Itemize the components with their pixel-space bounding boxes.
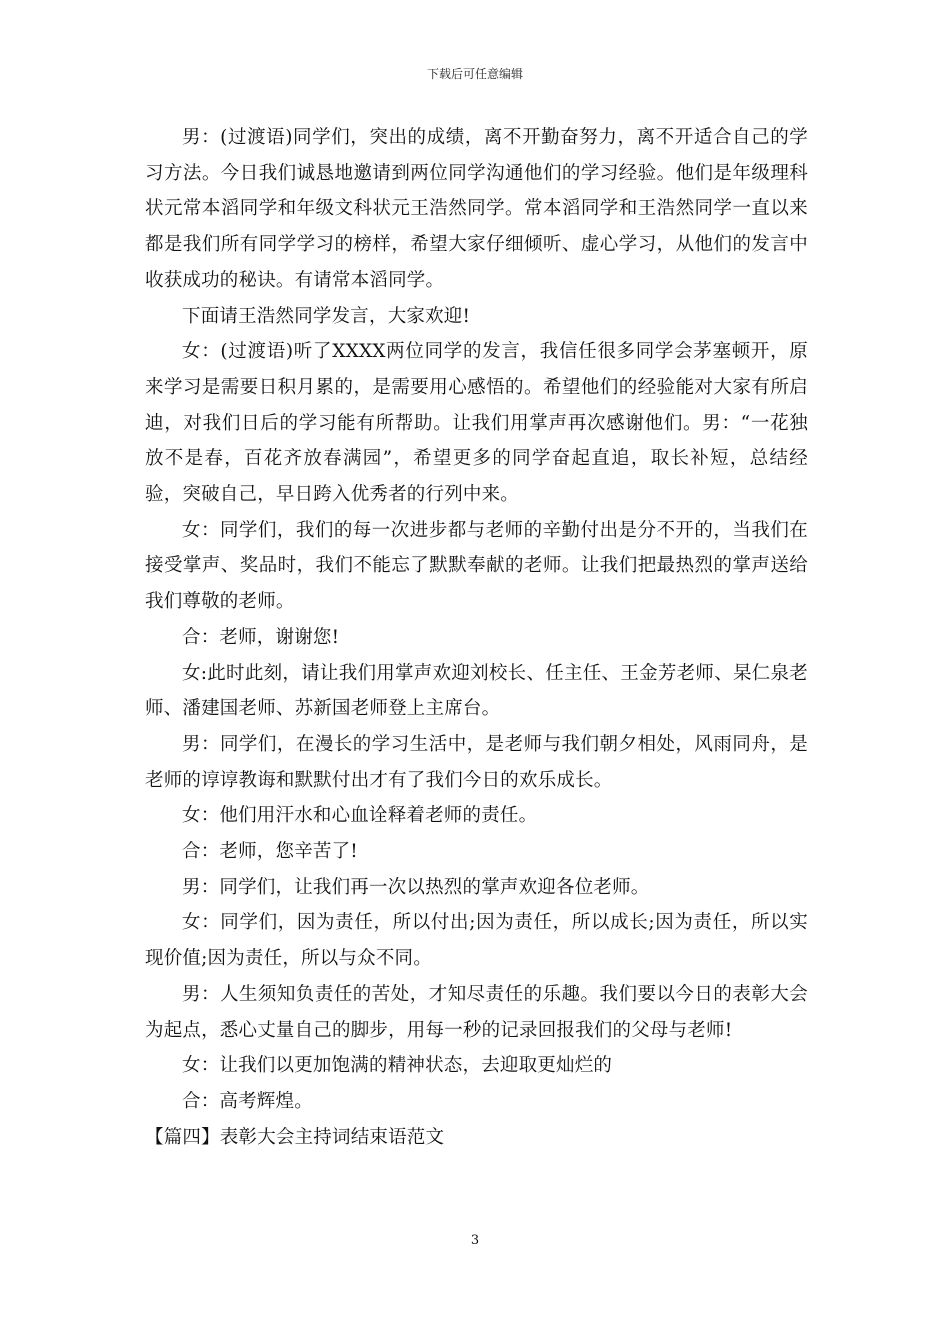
section-heading: 【篇四】表彰大会主持词结束语范文 [145, 1126, 445, 1148]
paragraph-together-hardwork: 合：老师，您辛苦了! [182, 841, 358, 863]
paragraph-male-life: 男：人生须知负责任的苦处，才知尽责任的乐趣。我们要以今日的表彰大会为起点，悉心丈量自己的脚步，用每一秒的记录回报我们的父母与老师! [145, 983, 808, 1041]
paragraph-male-transition: 男：(过渡语)同学们，突出的成绩，离不开勤奋努力，离不开适合自己的学习方法。今日我们诚恳地邀请到两位同学沟通他们的学习经验。他们是年级理科状元常本滔同学和年级文科状元王浩然同学。常本滔同学和王浩然同学一直以来都是我们所有同学学习的榜样，希望大家仔细倾听、虚心学习，从他们的发言中收获成功的秘诀。有请常本滔同学。 [145, 127, 808, 291]
page-header: 下载后可任意编辑 [426, 67, 523, 81]
page-number: 3 [470, 1233, 480, 1248]
paragraph-female-because: 女：同学们，因为责任，所以付出;因为责任，所以成长;因为责任，所以实现价值;因为责任，所以与众不同。 [145, 912, 808, 970]
paragraph-male-teachers: 男：同学们，在漫长的学习生活中，是老师与我们朝夕相处，风雨同舟，是老师的谆谆教诲和默默付出才有了我们今日的欢乐成长。 [145, 733, 808, 791]
paragraph-together-glory: 合：高考辉煌。 [182, 1090, 313, 1112]
paragraph-female-welcome: 女:此时此刻，请让我们用掌声欢迎刘校长、任主任、王金芳老师、杲仁泉老师、潘建国老师、苏新国老师登上主席台。 [145, 662, 808, 720]
paragraph-female-responsibility: 女：他们用汗水和心血诠释着老师的责任。 [182, 805, 538, 827]
paragraph-female-spirit: 女：让我们以更加饱满的精神状态，去迎取更灿烂的 [182, 1055, 613, 1077]
paragraph-female-teachers: 女：同学们，我们的每一次进步都与老师的辛勤付出是分不开的，当我们在接受掌声、奖品时，我们不能忘了默默奉献的老师。让我们把最热烈的掌声送给我们尊敬的老师。 [145, 519, 808, 613]
paragraph-invite-speaker: 下面请王浩然同学发言，大家欢迎! [182, 305, 471, 327]
document-body [145, 120, 808, 1155]
paragraph-female-transition: 女：(过渡语)听了XXXX两位同学的发言，我信任很多同学会茅塞顿开，原来学习是需要日积月累的，是需要用心感悟的。希望他们的经验能对大家有所启迪，对我们日后的学习能有所帮助。让我们用掌声再次感谢他们。男：“一花独放不是春，百花齐放春满园”，希望更多的同学奋起直追，取长补短，总结经验，突破自己，早日跨入优秀者的行列中来。 [145, 341, 808, 506]
paragraph-male-applause: 男：同学们，让我们再一次以热烈的掌声欢迎各位老师。 [182, 876, 650, 898]
paragraph-together-thanks: 合：老师，谢谢您! [182, 626, 340, 648]
